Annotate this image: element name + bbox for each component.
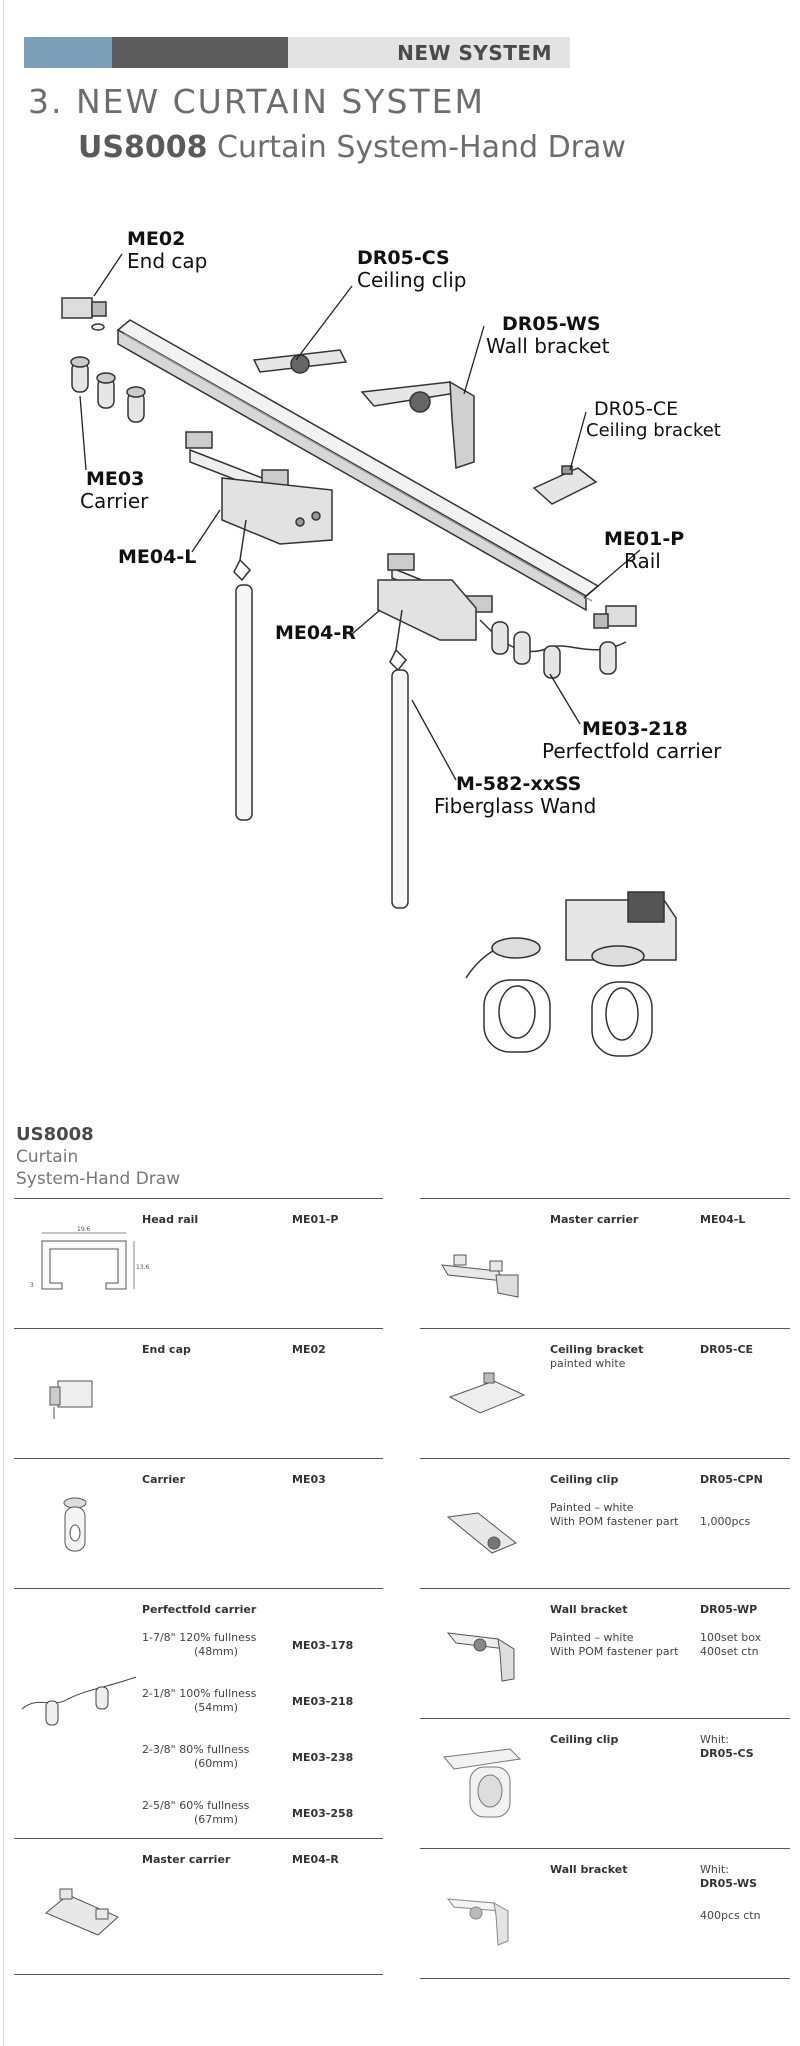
item-desc: Painted – white — [550, 1631, 634, 1644]
ceiling-bracket-illustration — [534, 466, 596, 504]
master-carrier-l-thumb — [438, 1245, 528, 1305]
end-cap-thumb — [44, 1369, 104, 1429]
item-name: Wall bracket — [550, 1603, 628, 1616]
master-carrier-r-thumb — [38, 1873, 128, 1943]
model-description: Curtain System-Hand Draw — [217, 130, 626, 165]
item-desc: With POM fastener part — [550, 1515, 679, 1528]
table-row — [420, 1718, 790, 1849]
master-carrier-right-illustration — [378, 554, 492, 908]
table-row — [14, 1328, 383, 1459]
item-name: Wall bracket — [550, 1863, 628, 1876]
table-row — [420, 1588, 790, 1719]
label-dr05-cs: DR05-CS Ceiling clip — [357, 247, 467, 292]
carrier-detail-illustration — [466, 892, 676, 1056]
item-desc: With POM fastener part — [550, 1645, 679, 1658]
item-name: Master carrier — [142, 1853, 231, 1866]
label-me04-r: ME04-R — [275, 622, 356, 644]
section-title: 3. NEW CURTAIN SYSTEM — [28, 82, 485, 121]
catalog-heading: US8008 Curtain System-Hand Draw — [16, 1124, 181, 1189]
item-qty: 400pcs ctn — [700, 1909, 761, 1922]
new-system-tag: NEW SYSTEM — [397, 41, 552, 65]
dim-width: 19.6 — [77, 1226, 91, 1233]
wall-bracket-ds-thumb — [444, 1879, 534, 1959]
wall-bracket-illustration — [362, 382, 474, 468]
item-qty: 100set box — [700, 1631, 762, 1644]
model-code: US8008 — [78, 130, 208, 165]
item-name: End cap — [142, 1343, 191, 1356]
item-code: ME02 — [292, 1343, 326, 1356]
item-color: Whit: — [700, 1863, 729, 1876]
wall-bracket-thumb — [444, 1619, 534, 1689]
item-code: ME04-L — [700, 1213, 746, 1226]
item-code: DR05-WS — [700, 1877, 758, 1890]
item-name: Ceiling clip — [550, 1733, 619, 1746]
ceiling-clip-illustration — [254, 350, 346, 373]
item-code: DR05-CE — [700, 1343, 754, 1356]
ceiling-clip-thumb — [444, 1503, 534, 1563]
variant-code: ME03-258 — [292, 1807, 354, 1820]
ceiling-bracket-thumb — [444, 1369, 534, 1429]
item-code: ME01-P — [292, 1213, 339, 1226]
label-me03: ME03 Carrier — [80, 468, 149, 513]
variant-desc: 2-1/8" 100% fullness (54mm) — [142, 1687, 257, 1714]
item-code: ME04-R — [292, 1853, 339, 1866]
variant-desc: 2-5/8" 60% fullness (67mm) — [142, 1799, 250, 1826]
item-code: DR05-CS — [700, 1747, 754, 1760]
label-m-582: M-582-xxSS Fiberglass Wand — [434, 773, 597, 818]
label-me03-218: ME03-218 Perfectfold carrier — [542, 718, 722, 763]
table-bottom-rule — [420, 1978, 790, 1979]
carrier-thumb — [50, 1493, 100, 1563]
item-code: DR05-WP — [700, 1603, 758, 1616]
label-dr05-ws: DR05-WS Wall bracket — [486, 313, 610, 358]
variant-desc: 2-3/8" 80% fullness (60mm) — [142, 1743, 250, 1770]
table-row — [14, 1588, 383, 1839]
table-row — [14, 1458, 383, 1589]
perfectfold-carrier-thumb — [18, 1659, 142, 1749]
item-name: Perfectfold carrier — [142, 1603, 257, 1616]
variant-code: ME03-218 — [292, 1695, 354, 1708]
item-code: ME03 — [292, 1473, 326, 1486]
table-row — [14, 1198, 383, 1329]
end-cap-illustration — [62, 298, 106, 330]
table-row — [420, 1458, 790, 1589]
label-dr05-ce: DR05-CE Ceiling bracket — [586, 398, 721, 441]
item-name: Carrier — [142, 1473, 186, 1486]
head-rail-drawing — [22, 1221, 150, 1301]
label-me01-p: ME01-P Rail — [604, 528, 685, 573]
table-row — [420, 1848, 790, 1979]
item-sub: painted white — [550, 1357, 626, 1370]
dim-height: 13.6 — [136, 1264, 150, 1271]
variant-code: ME03-178 — [292, 1639, 354, 1652]
dim-foot: 3 — [30, 1282, 34, 1289]
label-me02: ME02 End cap — [127, 228, 208, 273]
item-name: Master carrier — [550, 1213, 639, 1226]
variant-code: ME03-238 — [292, 1751, 354, 1764]
table-row — [420, 1328, 790, 1459]
item-qty: 400set ctn — [700, 1645, 759, 1658]
end-cap-right-illustration — [594, 606, 636, 628]
carriers-illustration — [71, 357, 145, 422]
ceiling-clip-ds-thumb — [440, 1743, 540, 1833]
item-name: Ceiling clip — [550, 1473, 619, 1486]
item-qty: 1,000pcs — [700, 1515, 751, 1528]
item-code: DR05-CPN — [700, 1473, 763, 1486]
label-me04-l: ME04-L — [118, 546, 197, 568]
table-row — [420, 1198, 790, 1329]
variant-desc: 1-7/8" 120% fullness (48mm) — [142, 1631, 257, 1658]
item-name: Head rail — [142, 1213, 199, 1226]
item-name: Ceiling bracket — [550, 1343, 644, 1356]
item-desc: Painted – white — [550, 1501, 634, 1514]
table-row — [14, 1838, 383, 1975]
table-bottom-rule — [14, 1974, 383, 1975]
item-color: Whit: — [700, 1733, 729, 1746]
